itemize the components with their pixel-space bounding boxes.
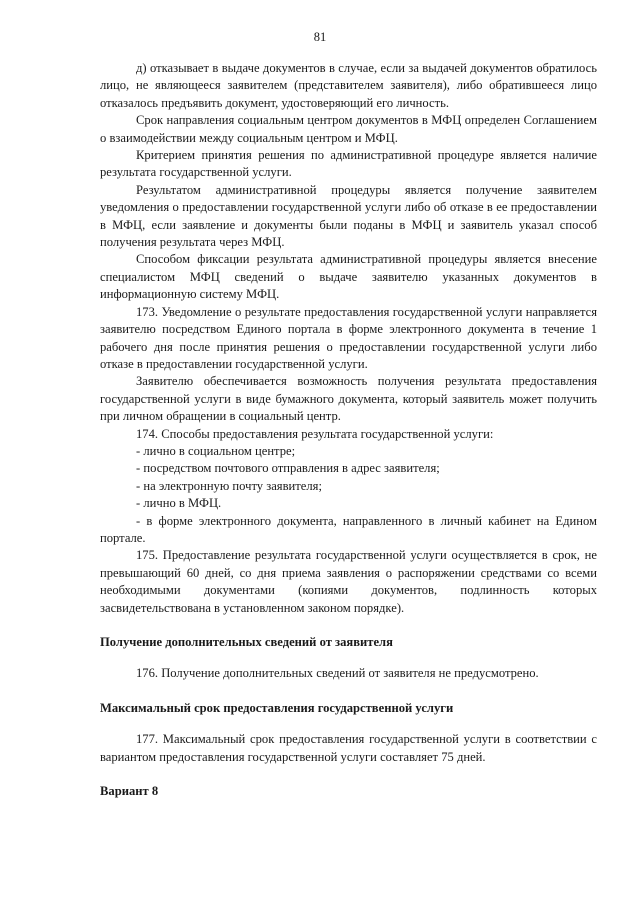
paragraph-paper-document: Заявителю обеспечивается возможность получения результата предоставления государственной услуги в виде бумажного документа, который заявитель может получить при личном обращении в социальный центр.: [100, 374, 597, 424]
list-item-electronic: - в форме электронного документа, направленного в личный кабинет на Едином портале.: [100, 513, 597, 545]
list-item: - лично в МФЦ.: [136, 496, 222, 511]
paragraph-173: 173. Уведомление о результате предоставления государственной услуги направляется заявителю посредством Единого портала в форме электронного документа в течение 1 рабочего дня после принятия решения о предоставлении государственной услуги либо отказе в предоставлении государственной услуги.: [100, 304, 597, 371]
page-number: 81: [313, 30, 327, 44]
section-heading-variant-8: Вариант 8: [100, 784, 159, 799]
paragraph-175: 175. Предоставление результата государственной услуги осуществляется в срок, не превышающий 60 дней, со дня приема заявления о распоряжении средствами со всеми необходимыми документами (копиями документов, подлинность которых засвидетельствована в установленном законом порядке).: [100, 548, 597, 615]
section-heading-max-term: Максимальный срок предоставления государственной услуги: [100, 700, 454, 715]
list-item: - лично в социальном центре;: [136, 443, 296, 458]
list-item: - посредством почтового отправления в адрес заявителя;: [136, 461, 440, 476]
paragraph-procedure-result: Результатом административной процедуры является получение заявителем уведомления о предоставлении государственной услуги либо об отказе в ее предоставлении в МФЦ, если заявление и документы были поданы в МФЦ и заявитель указал способ получения результата через МФЦ.: [100, 182, 597, 250]
paragraph-176: 176. Получение дополнительных сведений от заявителя не предусмотрено.: [136, 666, 539, 681]
paragraph-decision-criterion: Критерием принятия решения по административной процедуре является наличие результата государственной услуги.: [100, 148, 597, 180]
paragraph-delivery-term: Срок направления социальным центром документов в МФЦ определен Соглашением о взаимодействии между социальным центром и МФЦ.: [100, 113, 597, 145]
paragraph-174: 174. Способы предоставления результата государственной услуги:: [136, 426, 494, 441]
paragraph-refusal-item-d: д) отказывает в выдаче документов в случае, если за выдачей документов обратилось лицо, не являющееся заявителем (представителем заявителя), либо обратившееся лицо отказалось предъявить документ, удостоверяющий его личность.: [100, 61, 597, 110]
paragraph-result-fixation: Способом фиксации результата административной процедуры является внесение специалистом МФЦ сведений о выдаче заявителю указанных документов в информационную систему МФЦ.: [100, 252, 597, 302]
document-body: [100, 60, 597, 800]
section-heading-additional-info: Получение дополнительных сведений от заявителя: [100, 635, 393, 649]
paragraph-177: 177. Максимальный срок предоставления государственной услуги в соответствии с вариантом предоставления государственной услуги составляет 75 дней.: [100, 732, 597, 764]
list-item: - на электронную почту заявителя;: [136, 478, 322, 493]
